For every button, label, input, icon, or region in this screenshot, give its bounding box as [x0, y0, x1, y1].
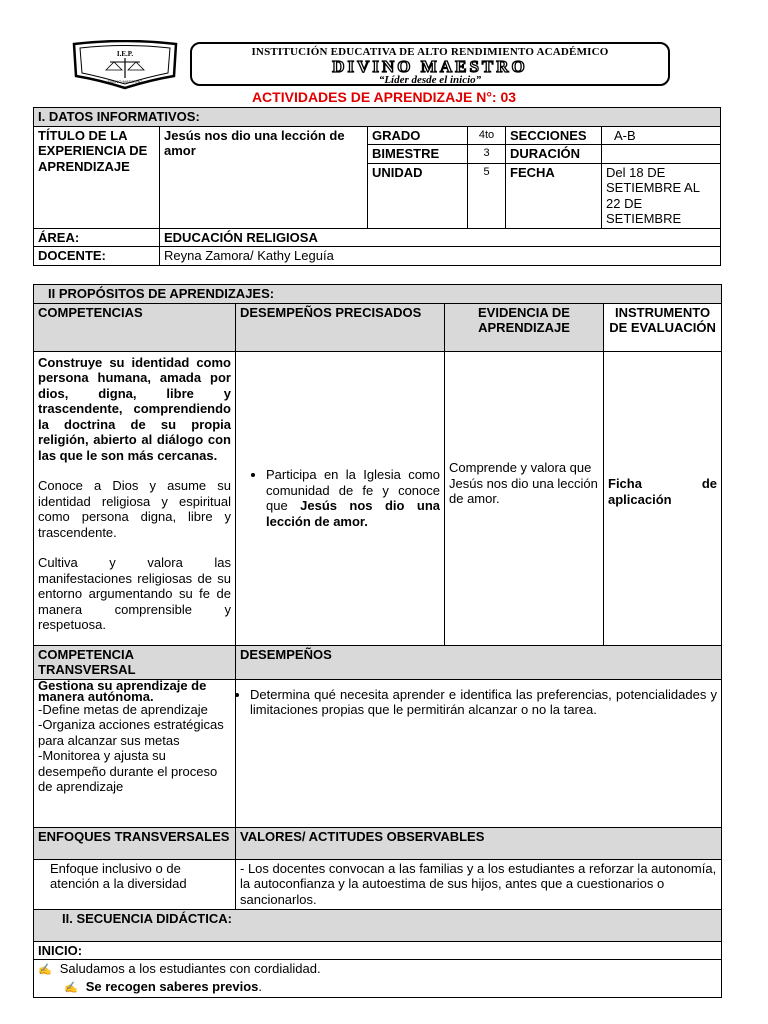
docente-label: DOCENTE: [34, 247, 160, 266]
docente-value: Reyna Zamora/ Kathy Leguía [160, 247, 721, 266]
transversal-desempeno-cell [236, 679, 722, 827]
inicio-item-2-end: . [258, 978, 263, 994]
school-banner [190, 42, 670, 86]
desempeno-item [266, 467, 440, 529]
capacidad-1: Conoce a Dios y asume su identidad religiosa y espiritual como persona digna, libre y trascendente. [38, 478, 231, 540]
svg-text:DIVINO MAESTRO: DIVINO MAESTRO [107, 79, 143, 84]
transversal-desempeno: • Determina qué necesita aprender e identifica las preferencias, potencialidades y limitaciones propias que le permitirán alcanzar o no la tarea. [250, 687, 717, 718]
school-name: DIVINO MAESTRO [332, 57, 528, 76]
school-motto: “Líder desde el inicio” [378, 74, 482, 86]
competencias-cell [34, 351, 236, 645]
secciones-value: A-B [602, 126, 721, 145]
grado-label: GRADO [368, 126, 468, 145]
desempeno-cell [236, 351, 445, 645]
datos-title: I. DATOS INFORMATIVOS: [34, 108, 721, 127]
evidencia-value: Comprende y valora que Jesús nos dio una lección de amor. [445, 351, 604, 645]
fecha-value: Del 18 DE SETIEMBRE AL 22 DE SETIEMBRE [602, 163, 721, 228]
inicio-label: INICIO: [34, 941, 722, 960]
pencil-icon: ✍ [38, 964, 52, 976]
transversal-title: Gestiona su aprendizaje de manera autónoma. [38, 677, 207, 704]
bimestre-value: 3 [468, 145, 506, 164]
grado-value: 4to [468, 126, 506, 145]
desempeno-bold: Jesús nos dio una lección de amor. [266, 498, 440, 529]
secciones-label: SECCIONES [506, 126, 602, 145]
transversal-label: COMPETENCIA TRANSVERSAL [34, 645, 236, 679]
transversal-item-2: -Organiza acciones estratégicas para alcanzar sus metas [38, 717, 224, 748]
propositos-title: II PROPÓSITOS DE APRENDIZAJES: [34, 285, 722, 304]
pencil-icon: ✍ [64, 981, 78, 994]
datos-table [33, 107, 721, 266]
inicio-item-2 [38, 979, 717, 997]
header-competencias: COMPETENCIAS [34, 303, 236, 351]
area-label: ÁREA: [34, 228, 160, 247]
desempeno-list [240, 467, 440, 529]
transversal-item-1: -Define metas de aprendizaje [38, 701, 208, 717]
unidad-value: 5 [468, 163, 506, 228]
desempeno-text: Participa en la Iglesia como comunidad de fe y conoce que [266, 467, 440, 513]
svg-text:I.E.P.: I.E.P. [116, 50, 134, 58]
capacidad-2: Cultiva y valora las manifestaciones religiosas de su entorno argumentando su fe de manera comprensible y respetuosa. [38, 555, 231, 632]
inicio-item-1 [38, 961, 717, 979]
header-evidencia: EVIDENCIA DE APRENDIZAJE [445, 303, 604, 351]
transversal-item-3: -Monitorea y ajusta su desempeño durante el proceso de aprendizaje [38, 748, 218, 794]
enfoques-label: ENFOQUES TRANSVERSALES [34, 827, 236, 859]
valores-value: - Los docentes convocan a las familias y a los estudiantes a reforzar la autonomía, la autoconfianza y la autoestima de sus hijos, antes que a cuestionarios o sancionarlos. [236, 859, 722, 909]
unidad-label: UNIDAD [368, 163, 468, 228]
inicio-item-2-text: Se recogen saberes previos [85, 978, 259, 994]
enfoque-value: Enfoque inclusivo o de atención a la diversidad [34, 859, 236, 909]
titulo-label: TÍTULO DE LA EXPERIENCIA DE APRENDIZAJE [34, 126, 160, 228]
fecha-label: FECHA [506, 163, 602, 228]
bimestre-label: BIMESTRE [368, 145, 468, 164]
inicio-cell [34, 960, 722, 998]
header-instrumento: INSTRUMENTO DE EVALUACIÓN [604, 303, 722, 351]
transversal-cell [34, 679, 236, 827]
header-desempenos: DESEMPEÑOS PRECISADOS [236, 303, 445, 351]
competencia-main: Construye su identidad como persona humana, amada por dios, digna, libre y trascendente, comprendiendo la doctrina de su propia religión, abierto al diálogo con las que le son más cercanas. [38, 354, 231, 463]
valores-label: VALORES/ ACTITUDES OBSERVABLES [236, 827, 722, 859]
desempenos-label: DESEMPEÑOS [236, 645, 722, 679]
titulo-value: Jesús nos dio una lección de amor [160, 126, 368, 228]
activity-title: ACTIVIDADES DE APRENDIZAJE N°: 03 [251, 89, 517, 105]
inicio-item-1-text: Saludamos a los estudiantes con cordialidad. [59, 961, 321, 976]
instrumento-value: Ficha de aplicación [604, 351, 722, 645]
school-line: INSTITUCIÓN EDUCATIVA DE ALTO RENDIMIENTO ACADÉMICO [251, 46, 609, 58]
duracion-label: DURACIÓN [506, 145, 602, 164]
duracion-value [602, 145, 721, 164]
area-value: EDUCACIÓN RELIGIOSA [160, 228, 721, 247]
secuencia-title: II. SECUENCIA DIDÁCTICA: [34, 909, 722, 941]
school-logo [70, 40, 180, 90]
propositos-table [33, 284, 722, 998]
transversal-desempeno-list [240, 687, 717, 718]
